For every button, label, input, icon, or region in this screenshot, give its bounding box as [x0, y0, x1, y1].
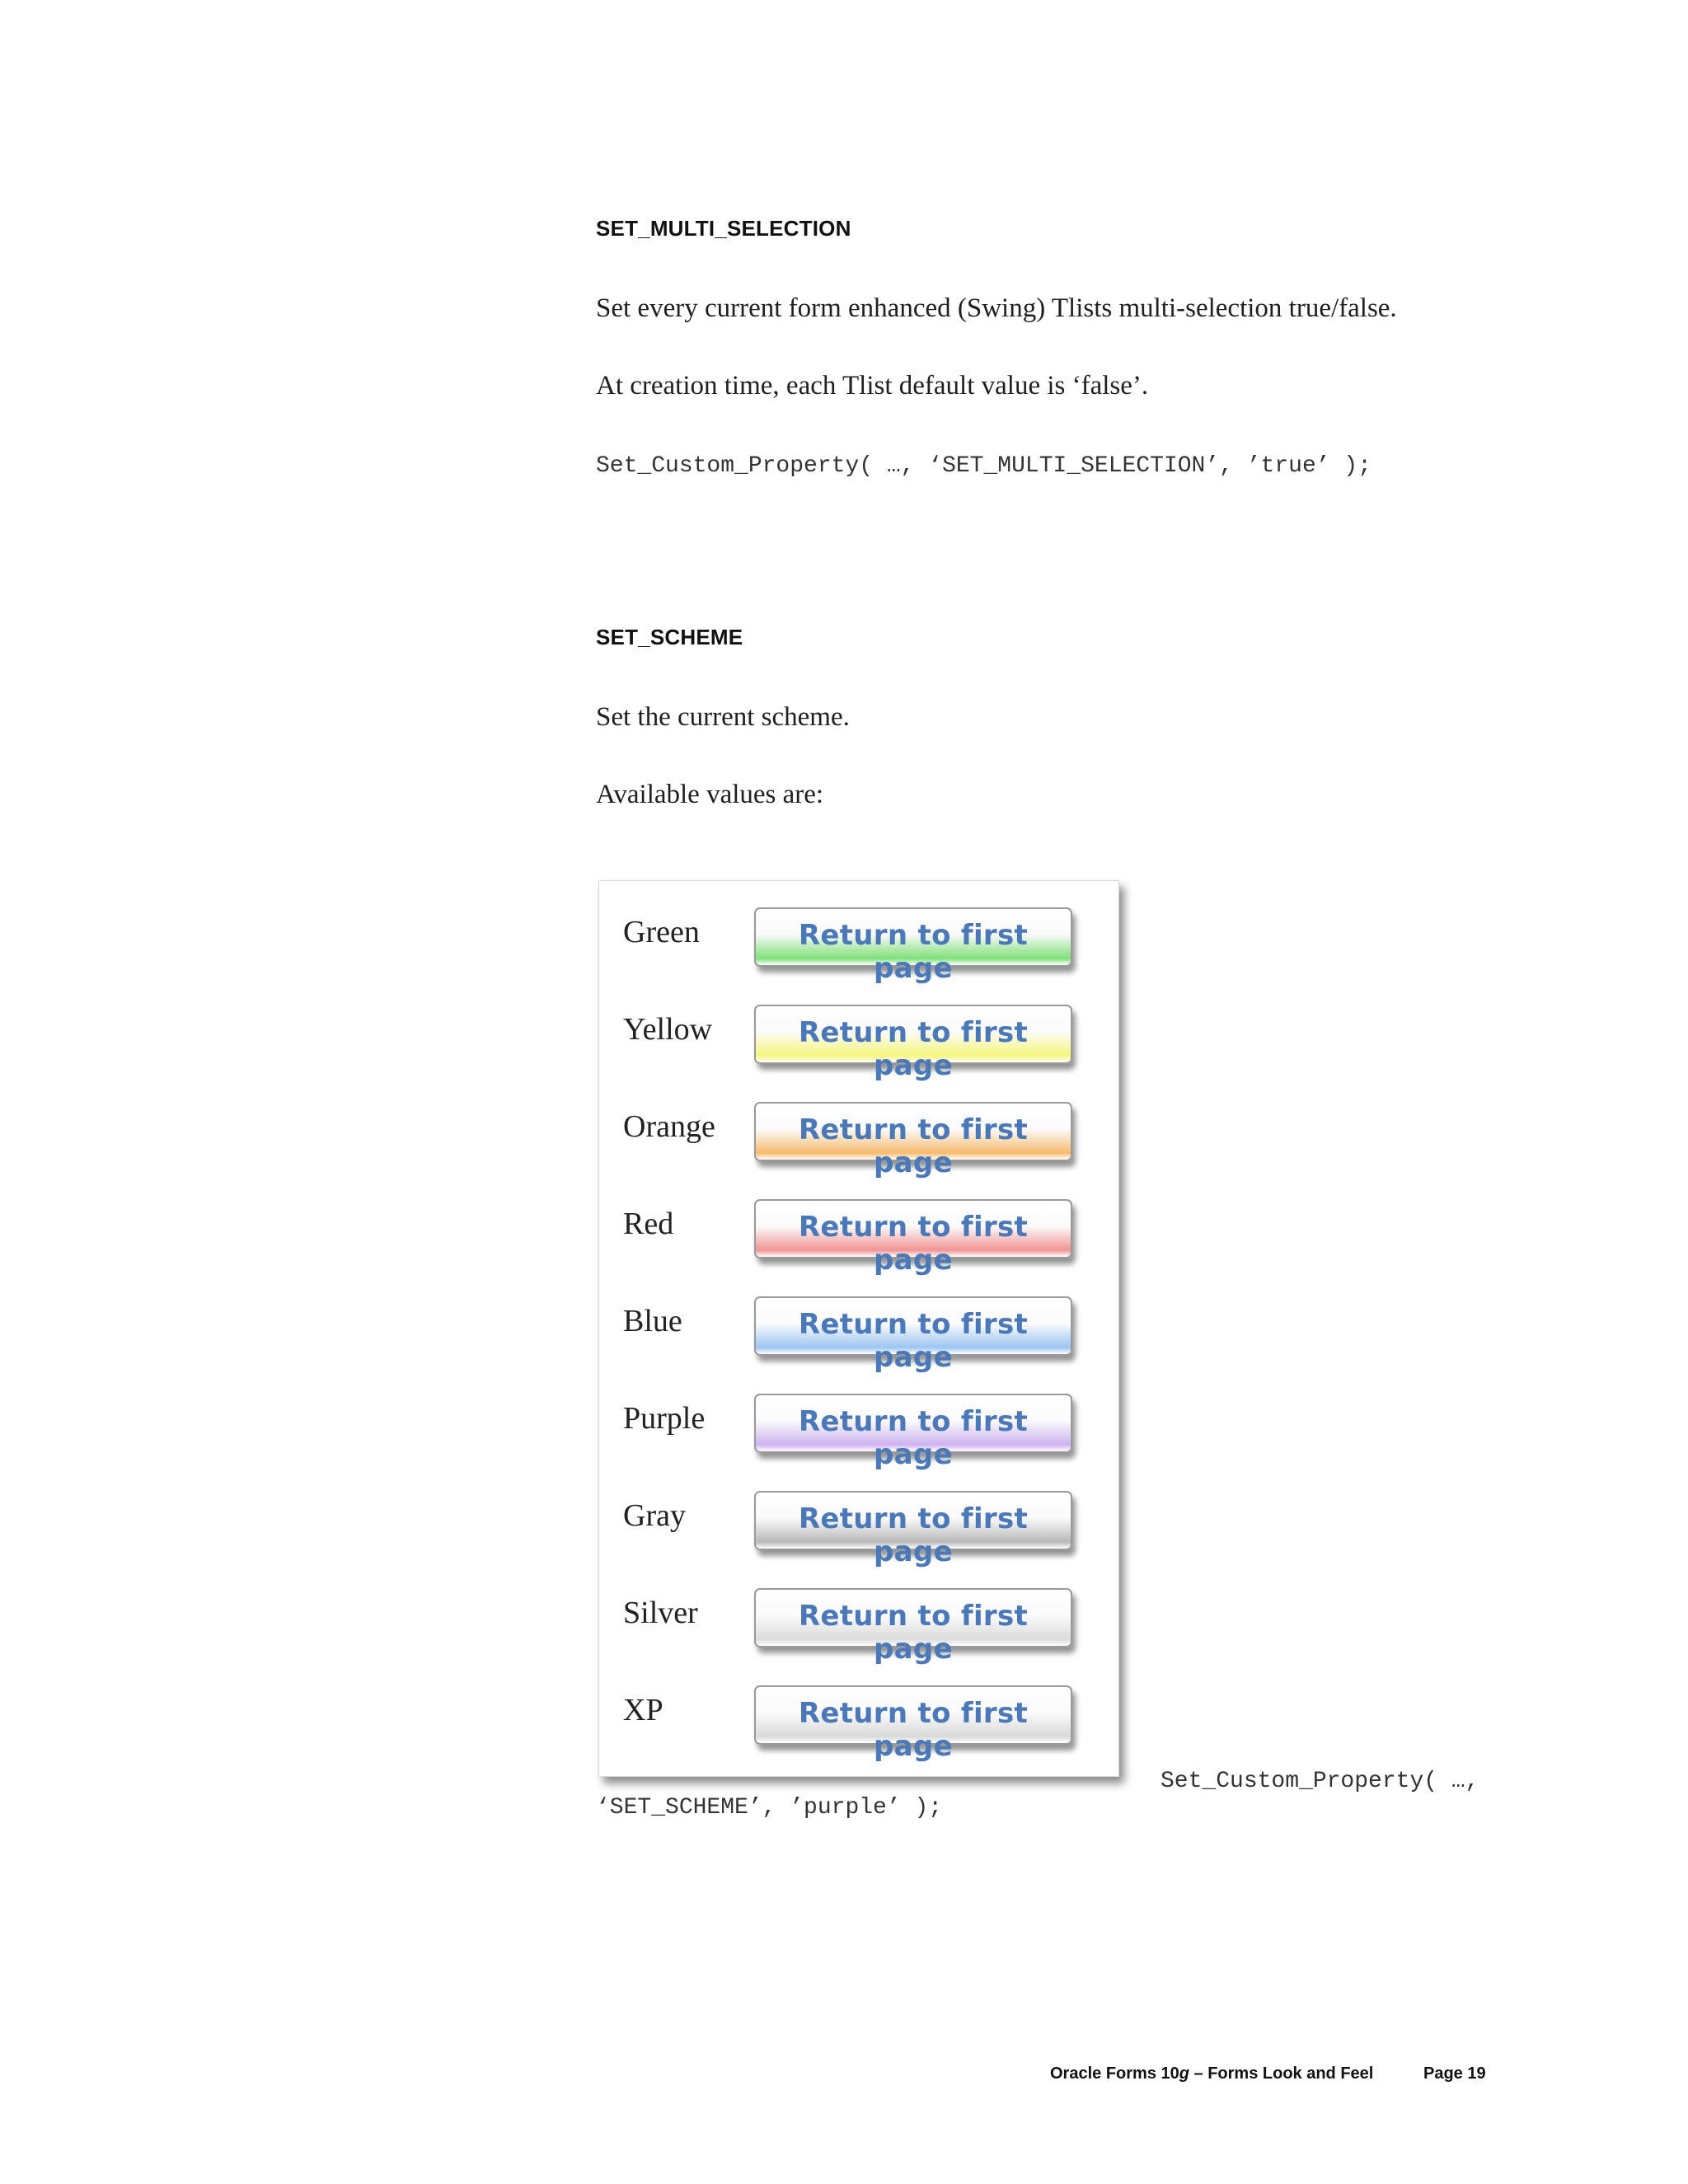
scheme-row-blue — [599, 1285, 1118, 1374]
return-to-first-page-button-purple[interactable] — [754, 1394, 1072, 1471]
scheme-samples-image — [598, 880, 1119, 1777]
code-scheme-example-line-2: ‘SET_SCHEME’, ’purple’ ); — [596, 1795, 943, 1821]
code-multi-selection-example: Set_Custom_Property( …, ‘SET_MULTI_SELECTION’, ’true’ ); — [596, 453, 1372, 479]
scheme-row-silver — [599, 1577, 1118, 1666]
scheme-button-label: Return to first page — [798, 1016, 1029, 1082]
scheme-label: Gray — [623, 1498, 686, 1533]
scheme-button-label: Return to first page — [798, 919, 1029, 985]
scheme-button-label: Return to first page — [798, 1600, 1029, 1666]
scheme-button-label: Return to first page — [798, 1405, 1029, 1471]
scheme-label: Purple — [623, 1401, 706, 1436]
footer-page-number: Page 19 — [1423, 2064, 1486, 2083]
paragraph-multi-selection-default: At creation time, each Tlist default value is ‘false’. — [596, 371, 1149, 401]
scheme-label: Silver — [623, 1596, 698, 1630]
scheme-row-gray — [599, 1479, 1118, 1568]
paragraph-scheme-description: Set the current scheme. — [596, 702, 850, 732]
return-to-first-page-button-green[interactable] — [754, 907, 1072, 985]
return-to-first-page-button-xp[interactable] — [754, 1685, 1072, 1763]
footer-document-title — [1050, 2064, 1373, 2083]
return-to-first-page-button-orange[interactable] — [754, 1102, 1072, 1179]
return-to-first-page-button-red[interactable] — [754, 1199, 1072, 1277]
scheme-label: Blue — [623, 1304, 682, 1338]
footer-title-suffix: – Forms Look and Feel — [1189, 2064, 1374, 2083]
scheme-row-xp — [599, 1674, 1118, 1763]
scheme-label: Red — [623, 1207, 674, 1241]
code-scheme-example-line-1: Set_Custom_Property( …, — [1160, 1769, 1479, 1794]
section-heading-multi-selection: SET_MULTI_SELECTION — [596, 216, 851, 241]
footer-title-prefix: Oracle Forms 10 — [1050, 2064, 1179, 2083]
scheme-row-purple — [599, 1382, 1118, 1471]
scheme-button-label: Return to first page — [798, 1502, 1029, 1568]
footer-title-g: g — [1179, 2064, 1189, 2083]
return-to-first-page-button-gray[interactable] — [754, 1491, 1072, 1568]
scheme-button-label: Return to first page — [798, 1308, 1029, 1374]
scheme-button-label: Return to first page — [798, 1113, 1029, 1179]
return-to-first-page-button-blue[interactable] — [754, 1296, 1072, 1374]
scheme-row-yellow — [599, 993, 1118, 1082]
scheme-label: Orange — [623, 1109, 715, 1144]
scheme-row-green — [599, 896, 1118, 985]
scheme-row-red — [599, 1188, 1118, 1277]
scheme-button-label: Return to first page — [798, 1211, 1029, 1277]
scheme-button-label: Return to first page — [798, 1697, 1029, 1763]
section-heading-scheme: SET_SCHEME — [596, 625, 743, 649]
return-to-first-page-button-yellow[interactable] — [754, 1005, 1072, 1082]
paragraph-scheme-available-values: Available values are: — [596, 780, 824, 809]
scheme-label: XP — [623, 1693, 663, 1727]
return-to-first-page-button-silver[interactable] — [754, 1588, 1072, 1666]
scheme-label: Yellow — [623, 1012, 713, 1047]
scheme-row-orange — [599, 1090, 1118, 1179]
paragraph-multi-selection-description: Set every current form enhanced (Swing) Tlists multi-selection true/false. — [596, 293, 1397, 323]
scheme-label: Green — [623, 915, 700, 949]
